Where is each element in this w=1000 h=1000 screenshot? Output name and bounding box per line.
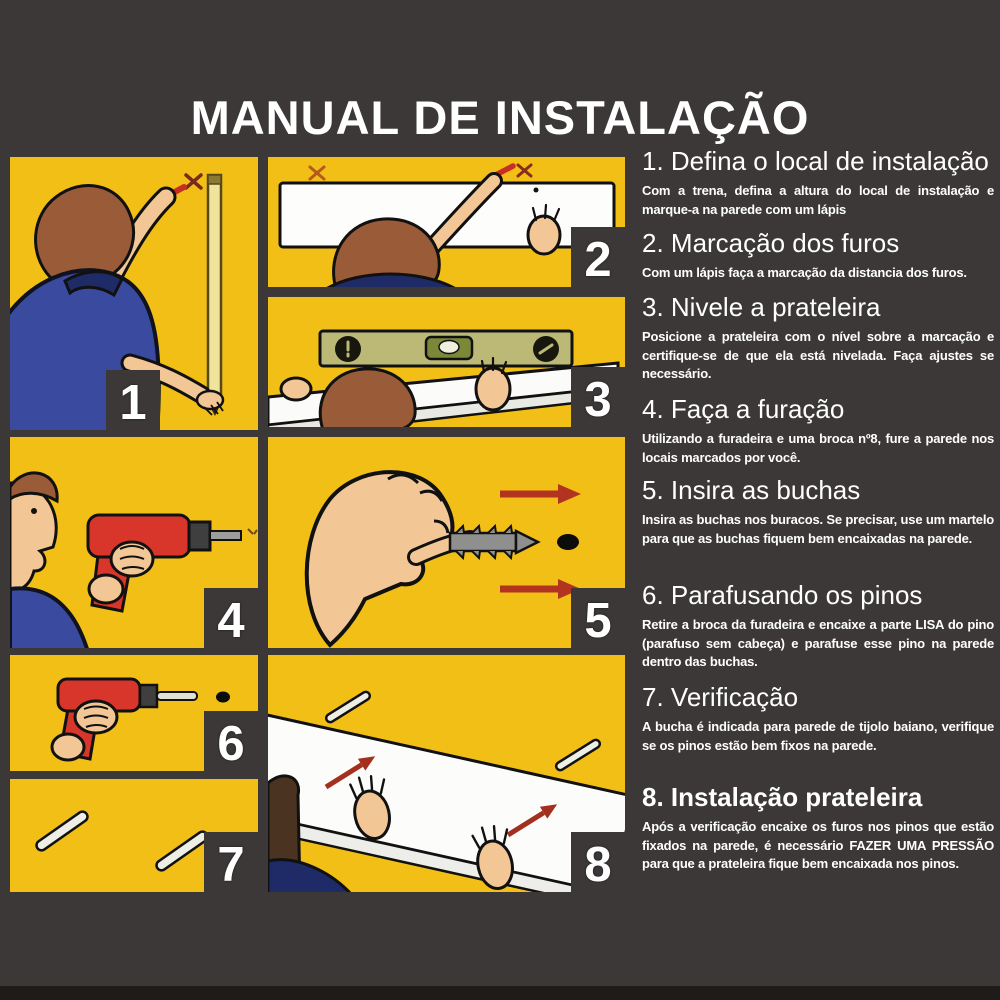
panel-number-badge: 6 [204,711,258,771]
step-panel-7 [10,779,258,892]
step-text-6 [642,580,994,672]
panel-number-badge: 5 [571,588,625,648]
panel-number-badge: 7 [204,832,258,892]
step-heading: 3. Nivele a prateleira [642,292,881,322]
step-text-1 [642,146,994,219]
step-body: Retire a broca da furadeira e encaixe a parte LISA do pino (parafuso sem cabeça) e parafuse esse pino na parede dentro das buchas. [642,617,994,670]
step-heading: 6. Parafusando os pinos [642,580,923,610]
step-body: Com um lápis faça a marcação da distancia dos furos. [642,265,967,280]
step-body: Após a verificação encaixe os furos nos pinos que estão fixados na parede, é necessário FAZER UMA PRESSÃO para que a prateleira fique bem encaixada nos pinos. [642,819,994,872]
step-text-4 [642,394,994,467]
page-title: MANUAL DE INSTALAÇÃO [190,91,810,144]
step-body: Utilizando a furadeira e uma broca nº8, fure a parede nos locais marcados por você. [642,431,994,465]
panel-number-badge: 8 [571,832,625,892]
step-panel-4 [10,437,258,648]
step-text-3 [642,292,994,384]
step-panel-8 [268,655,625,892]
step-heading: 2. Marcação dos furos [642,228,900,258]
panel-number-badge: 3 [571,367,625,427]
step-panel-1 [10,157,258,430]
step-heading: 1. Defina o local de instalação [642,146,989,176]
step-body: Com a trena, defina a altura do local de instalação e marque-a na parede com um lápis [642,183,994,217]
panel-number-badge: 4 [204,588,258,648]
panel-number-badge: 1 [106,370,160,430]
step-heading: 4. Faça a furação [642,394,845,424]
step-body: Posicione a prateleira com o nível sobre a marcação e certifique-se de que ela está nivelada. Faça ajustes se necessário. [642,329,994,382]
step-panel-5 [268,437,625,648]
step-body: A bucha é indicada para parede de tijolo baiano, verifique se os pinos estão bem fixos na parede. [642,719,994,753]
step-text-2 [642,228,994,283]
step-heading: 7. Verificação [642,682,799,712]
step-panel-3 [268,297,625,427]
step-text-8 [642,782,994,874]
bottom-dark-strip [0,986,1000,1000]
step-body: Insira as buchas nos buracos. Se precisar, use um martelo para que as buchas fiquem bem encaixadas na parede. [642,512,994,546]
step-text-7 [642,682,994,755]
step-text-5 [642,475,994,548]
step-panel-2 [268,157,625,287]
step-heading: 8. Instalação prateleira [642,782,923,812]
step-panel-6 [10,655,258,771]
panel-number-badge: 2 [571,227,625,287]
step-heading: 5. Insira as buchas [642,475,861,505]
